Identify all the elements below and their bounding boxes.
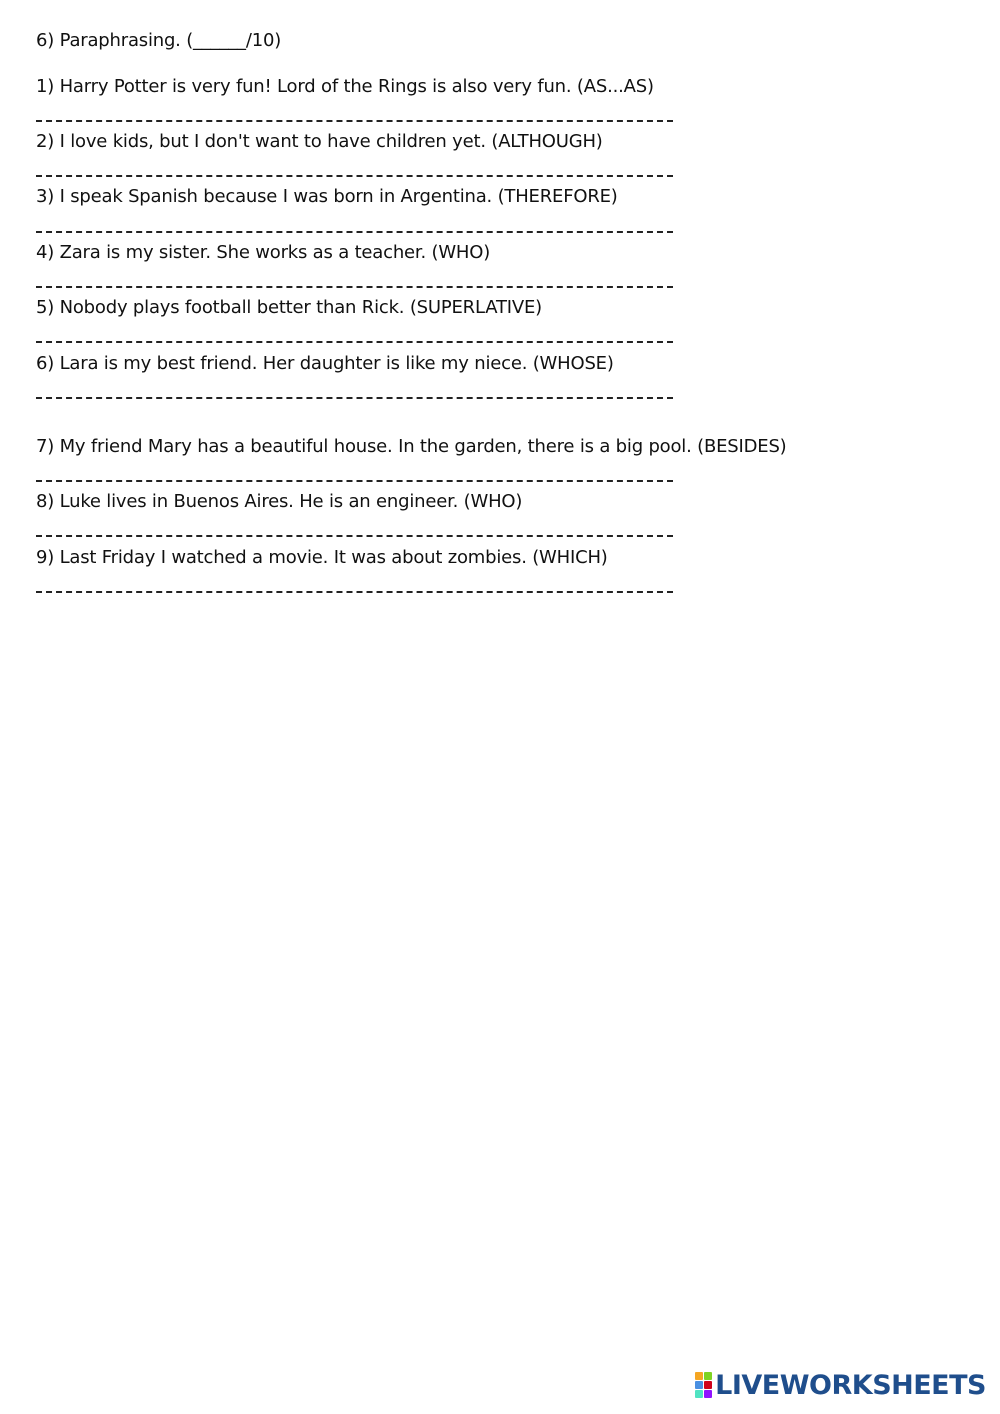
question-8: 8) Luke lives in Buenos Aires. He is an engineer. (WHO) — [36, 491, 523, 512]
answer-line-3[interactable] — [36, 231, 673, 233]
answer-line-4[interactable] — [36, 286, 673, 288]
question-6: 6) Lara is my best friend. Her daughter is like my niece. (WHOSE) — [36, 353, 614, 374]
question-3: 3) I speak Spanish because I was born in Argentina. (THEREFORE) — [36, 186, 618, 207]
question-9: 9) Last Friday I watched a movie. It was about zombies. (WHICH) — [36, 547, 608, 568]
answer-line-2[interactable] — [36, 175, 673, 177]
question-1: 1) Harry Potter is very fun! Lord of the Rings is also very fun. (AS...AS) — [36, 76, 654, 97]
question-2: 2) I love kids, but I don't want to have children yet. (ALTHOUGH) — [36, 131, 603, 152]
logo-mark-icon — [695, 1372, 712, 1398]
liveworksheets-logo — [695, 1370, 986, 1400]
question-4: 4) Zara is my sister. She works as a teacher. (WHO) — [36, 242, 491, 263]
answer-line-6[interactable] — [36, 397, 673, 399]
answer-line-8[interactable] — [36, 535, 673, 537]
section-heading: 6) Paraphrasing. (______/10) — [36, 30, 282, 51]
question-5: 5) Nobody plays football better than Rick. (SUPERLATIVE) — [36, 297, 542, 318]
answer-line-1[interactable] — [36, 120, 673, 122]
answer-line-9[interactable] — [36, 591, 673, 593]
answer-line-5[interactable] — [36, 341, 673, 343]
question-7: 7) My friend Mary has a beautiful house. In the garden, there is a big pool. (BESIDES) — [36, 436, 787, 457]
logo-text: LIVEWORKSHEETS — [715, 1369, 986, 1401]
answer-line-7[interactable] — [36, 480, 673, 482]
